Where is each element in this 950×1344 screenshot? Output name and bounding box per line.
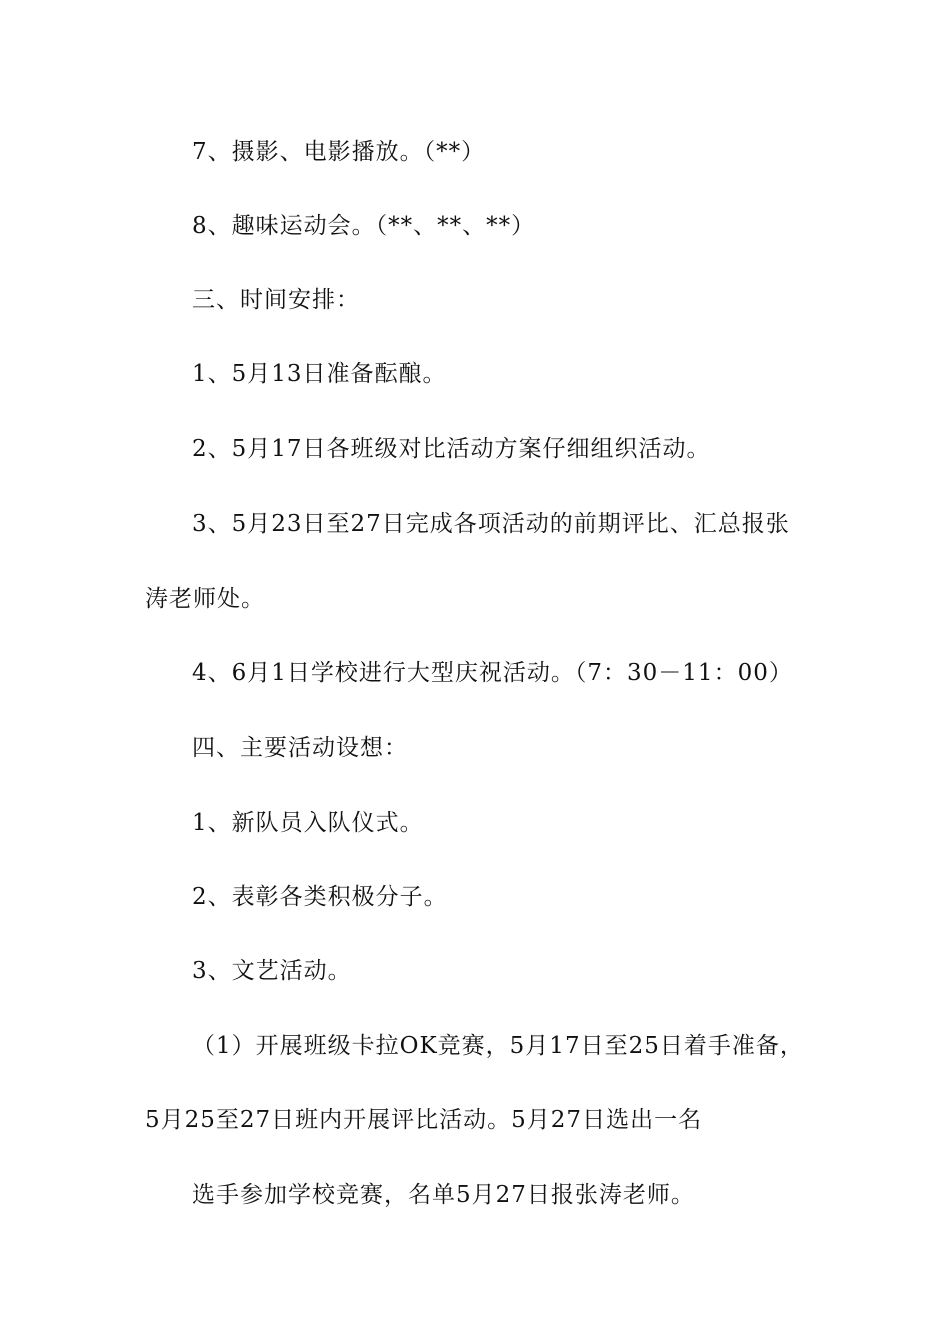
section-heading-schedule: 三、时间安排： — [192, 287, 360, 313]
list-item-arts: 3、文艺活动。 — [192, 958, 352, 984]
list-item-induction: 1、新队员入队仪式。 — [192, 810, 424, 836]
list-item-may-23-continued: 涛老师处。 — [145, 586, 265, 612]
list-item-photography: 7、摄影、电影播放。（**） — [192, 139, 486, 165]
list-item-commendation: 2、表彰各类积极分子。 — [192, 884, 448, 910]
paragraph-karaoke-continued: 5月25至27日班内开展评比活动。5月27日选出一名 — [145, 1107, 703, 1133]
paragraph-karaoke-final: 选手参加学校竞赛，名单5月27日报张涛老师。 — [192, 1182, 695, 1208]
list-item-sports-meet: 8、趣味运动会。（**、**、**） — [192, 213, 536, 239]
list-item-may-13: 1、5月13日准备酝酿。 — [192, 361, 447, 387]
list-item-june-1: 4、6月1日学校进行大型庆祝活动。（7：30－11：00） — [192, 660, 793, 686]
paragraph-karaoke: （1）开展班级卡拉OK竞赛，5月17日至25日着手准备， — [192, 1033, 804, 1059]
section-heading-activities: 四、主要活动设想： — [192, 735, 408, 761]
list-item-may-17: 2、5月17日各班级对比活动方案仔细组织活动。 — [192, 436, 711, 462]
list-item-may-23: 3、5月23日至27日完成各项活动的前期评比、汇总报张 — [192, 511, 790, 537]
